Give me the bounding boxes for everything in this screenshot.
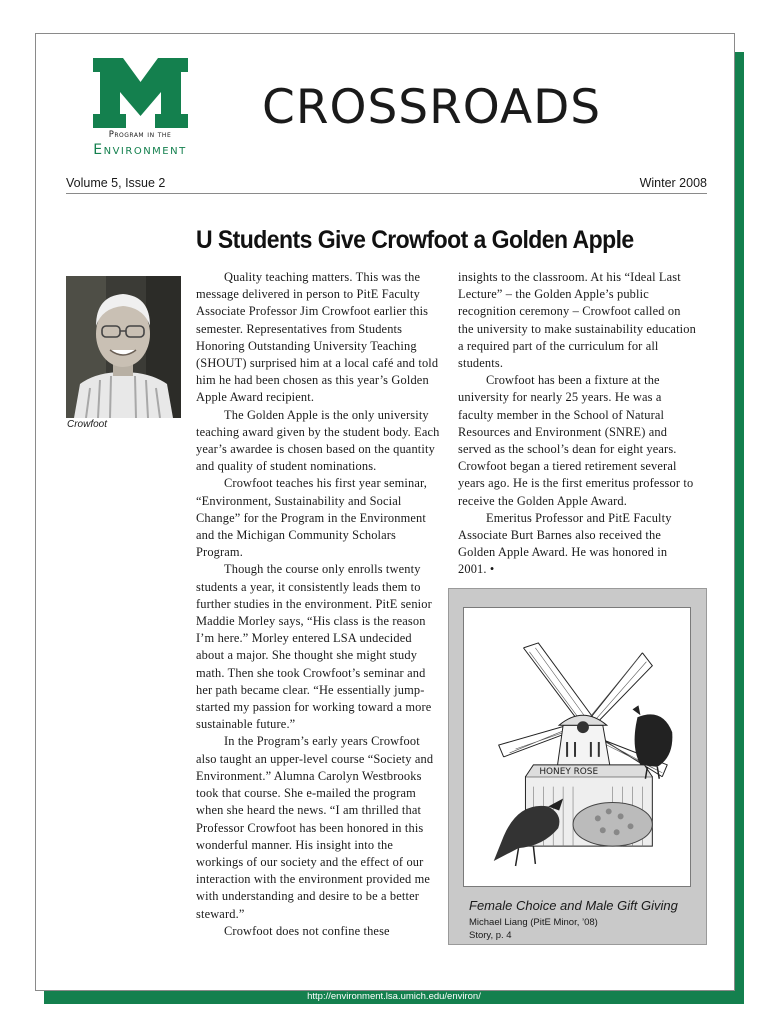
issue-date: Winter 2008 bbox=[639, 176, 707, 190]
block-m-logo-icon bbox=[93, 58, 188, 128]
photo-caption: Crowfoot bbox=[67, 419, 108, 430]
article-column-2 bbox=[458, 269, 698, 579]
newsletter-title: CROSSROADS bbox=[262, 80, 602, 135]
article-paragraph: In the Program’s early years Crowfoot also taught an upper-level course “Society and Environment.” Alumna Carolyn Westbrooks took that course. She e-mailed the program when she heard the news. “I am thrilled that Professor Crowfoot has been honored in this wonderful manner. His insight into the workings of our society and the effect of our interaction with the environment provided me with understanding and desire to be a better steward.” bbox=[196, 734, 434, 921]
issue-bar bbox=[66, 176, 707, 194]
crowfoot-photo bbox=[66, 276, 181, 418]
feature-sidebar bbox=[448, 588, 707, 945]
artist-credit: Michael Liang (PitE Minor, ’08) bbox=[469, 917, 598, 928]
article-paragraph: The Golden Apple is the only university teaching award given by the student body. Each year’s awardee is chosen based on the quantity and quality of student nominations. bbox=[196, 407, 440, 474]
portrait-image bbox=[66, 276, 181, 418]
feature-title: Female Choice and Male Gift Giving bbox=[469, 898, 678, 913]
article-paragraph: Crowfoot does not confine these bbox=[224, 923, 390, 938]
article-column-1 bbox=[196, 269, 441, 940]
article-paragraph: Crowfoot has been a fixture at the university for nearly 25 years. He was a faculty member in the School of Natural Resources and Environment (SNRE) and served as the school’s dean for eight years. Crowfoot began a tiered retirement several years ago. He is the first emeritus professor to receive the Golden Apple Award. bbox=[458, 373, 694, 508]
article-paragraph: Quality teaching matters. This was the message delivered in person to PitE Faculty Associate Professor Jim Crowfoot earlier this semester. Representatives from Students Honoring Outstanding University Teaching (SHOUT) surprised him at a local café and told him he had been chosen as this year’s Golden Apple Award recipient. bbox=[196, 270, 439, 405]
windmill-crow-illustration bbox=[463, 607, 691, 887]
story-reference: Story, p. 4 bbox=[469, 929, 512, 941]
logo-wordmark: Environment bbox=[93, 142, 187, 158]
program-logo bbox=[65, 58, 215, 158]
article-headline: U Students Give Crowfoot a Golden Apple bbox=[196, 226, 634, 254]
illustration-drawing bbox=[464, 608, 690, 886]
issue-volume: Volume 5, Issue 2 bbox=[66, 176, 166, 190]
footer-url-link[interactable]: http://environment.lsa.umich.edu/environ/ bbox=[307, 991, 481, 1002]
article-paragraph: Crowfoot teaches his first year seminar, “Environment, Sustainability and Social Change” for the Program in the Environment and the Michigan Community Scholars Program. bbox=[196, 476, 428, 560]
article-paragraph-continued: insights to the classroom. At his “Ideal Last Lecture” – the Golden Apple’s public recognition ceremony – Crowfoot called on the university to make sustainability education a required part of the curriculum for all students. bbox=[458, 270, 696, 371]
honey-sign: HONEY ROSE bbox=[539, 766, 599, 777]
logo-subtitle: Program in the bbox=[108, 130, 172, 140]
article-paragraph: Though the course only enrolls twenty students a year, it consistently leads them to further studies in the environment. PitE senior Maddie Morley says, “His class is the reason I’m here.” Morley entered LSA undecided about a major. She thought she might study math. Then she took Crowfoot’s seminar and her path became clear. “He essentially jump-started my passion for working toward a more sustainable future.” bbox=[196, 562, 432, 732]
article-paragraph: Emeritus Professor and PitE Faculty Associate Burt Barnes also received the Golden Apple Award. He was honored in 2001. • bbox=[458, 510, 672, 577]
feature-credit bbox=[469, 917, 598, 942]
